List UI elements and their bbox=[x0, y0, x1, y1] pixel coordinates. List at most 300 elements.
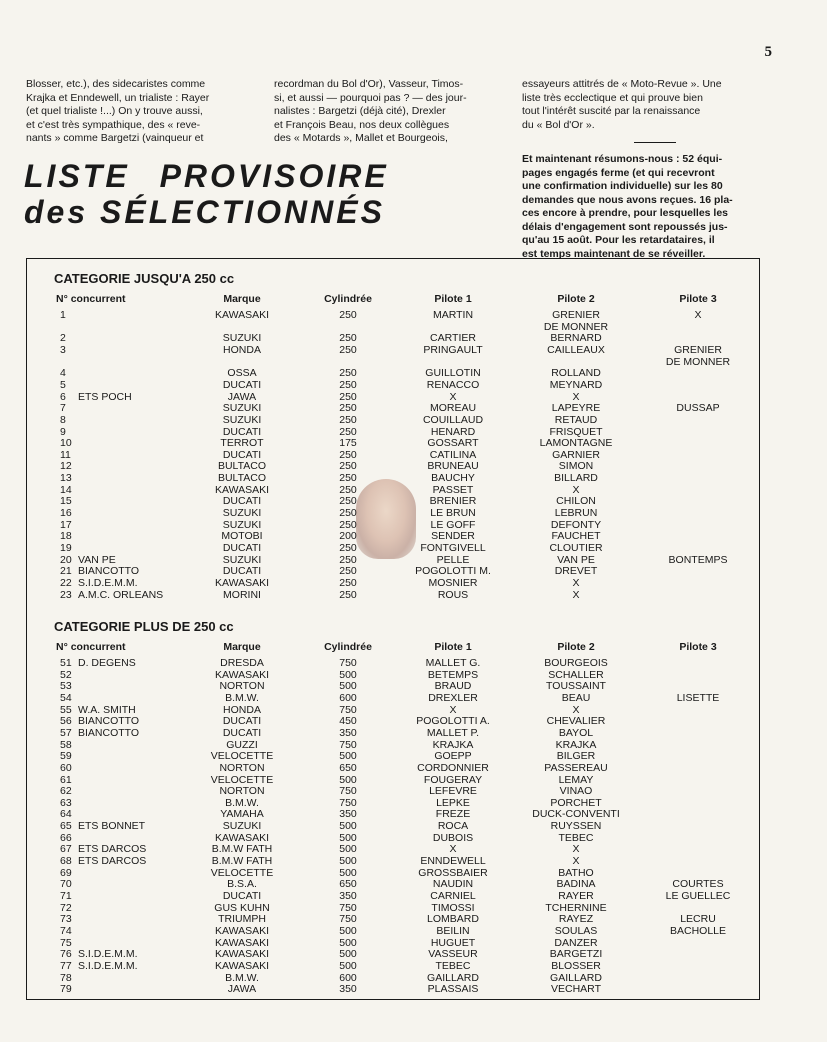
text-line: des « Motards », Mallet et Bourgeois, bbox=[274, 132, 448, 144]
text-line: du « Bol d'Or ». bbox=[522, 118, 595, 131]
rider-1: GROSSBAIER bbox=[418, 866, 488, 879]
rider-2: KRAJKA bbox=[555, 738, 597, 751]
rider-1: TEBEC bbox=[435, 959, 471, 972]
make: NORTON bbox=[219, 680, 265, 693]
column-header-cylindree: Cylindrée bbox=[324, 293, 372, 305]
entry-number: 75 bbox=[60, 936, 72, 949]
displacement: 250 bbox=[339, 378, 357, 391]
make: MOTOBI bbox=[221, 530, 263, 543]
make: TRIUMPH bbox=[218, 913, 266, 926]
rider-1: MALLET G. bbox=[425, 657, 481, 669]
entry-number: 6 bbox=[60, 390, 66, 403]
entry-number: 68 bbox=[60, 855, 72, 868]
make: KAWASAKI bbox=[214, 576, 270, 589]
make: VELOCETTE bbox=[210, 773, 274, 786]
rider-2: VECHART bbox=[551, 983, 601, 996]
rider-2: TEBEC bbox=[558, 831, 594, 844]
displacement: 500 bbox=[339, 959, 357, 972]
title-line-2: des SÉLECTIONNÉS bbox=[24, 194, 385, 230]
rider-2: X bbox=[572, 483, 580, 496]
entry-number: 78 bbox=[60, 971, 72, 984]
make: KAWASAKI bbox=[214, 924, 270, 937]
entry-number: 67 bbox=[60, 843, 72, 856]
rider-1: FREZE bbox=[435, 808, 471, 821]
entry-number: 8 bbox=[60, 413, 66, 426]
displacement: 175 bbox=[339, 437, 357, 450]
rider-1: MARTIN bbox=[432, 309, 474, 321]
column-header-pilote2: Pilote 2 bbox=[557, 293, 595, 305]
displacement: 350 bbox=[339, 983, 357, 996]
displacement: 500 bbox=[339, 750, 357, 763]
rider-2: LEBRUN bbox=[554, 507, 598, 520]
entry-number: 79 bbox=[60, 983, 72, 996]
entrant-name: ETS DARCOS bbox=[78, 843, 147, 856]
text-line: recordman du Bol d'Or), Vasseur, Timos- bbox=[274, 78, 464, 90]
displacement: 450 bbox=[339, 715, 357, 728]
displacement: 500 bbox=[339, 773, 357, 786]
rider-1: NAUDIN bbox=[432, 878, 474, 891]
rider-2: LAPEYRE bbox=[551, 402, 601, 415]
rider-2: SOULAS bbox=[554, 924, 598, 937]
entry-number: 3 bbox=[60, 343, 66, 356]
displacement: 250 bbox=[339, 343, 357, 356]
text-line: Krajka et Enndewell, un trialiste : Rayer bbox=[26, 91, 210, 104]
column-header-num-concurrent: N° concurrent bbox=[56, 293, 126, 305]
make: GUS KUHN bbox=[214, 901, 270, 914]
entry-number: 74 bbox=[60, 924, 72, 937]
entry-number: 73 bbox=[60, 913, 72, 926]
entry-number: 69 bbox=[60, 866, 72, 879]
entry-number: 20 bbox=[60, 553, 72, 566]
rider-2: RUYSSEN bbox=[550, 820, 602, 833]
entry-number: 11 bbox=[60, 448, 71, 461]
make: DUCATI bbox=[222, 425, 262, 438]
rider-2: VAN PE bbox=[557, 553, 595, 566]
entry-number: 76 bbox=[60, 948, 72, 961]
rider-2: FRISQUET bbox=[549, 425, 603, 438]
rider-3: DE MONNER bbox=[665, 355, 731, 368]
column-header-marque: Marque bbox=[223, 641, 261, 653]
rider-2: TCHERNINE bbox=[545, 901, 607, 914]
displacement: 750 bbox=[339, 796, 357, 809]
separator-rule bbox=[634, 142, 676, 143]
text-line: délais d'engagement sont repoussés jus- bbox=[522, 220, 728, 233]
displacement: 250 bbox=[339, 332, 357, 345]
rider-2: GARNIER bbox=[552, 448, 600, 461]
displacement: 600 bbox=[339, 971, 357, 984]
rider-2: BILLARD bbox=[554, 472, 598, 485]
rider-2: SCHALLER bbox=[548, 668, 604, 681]
rider-3: X bbox=[694, 309, 702, 321]
text-line: nalistes : Bargetzi (déjà cité), Drexler bbox=[274, 105, 446, 117]
displacement: 200 bbox=[339, 530, 357, 543]
entrant-name: BIANCOTTO bbox=[78, 726, 140, 739]
text-line: demandes que nous avons reçues. 16 pla- bbox=[522, 193, 733, 206]
rider-2: ROLLAND bbox=[551, 367, 601, 380]
text-line: si, et aussi — pourquoi pas ? — des jour- bbox=[274, 91, 467, 104]
rider-1: BETEMPS bbox=[427, 668, 479, 681]
displacement: 350 bbox=[339, 726, 357, 739]
entry-number: 2 bbox=[60, 332, 66, 345]
rider-1: BRENIER bbox=[429, 495, 477, 508]
rider-1: POGOLOTTI A. bbox=[416, 715, 490, 728]
rider-1: LEFEVRE bbox=[429, 785, 477, 798]
entry-number: 51 bbox=[60, 657, 72, 669]
column-header-pilote2: Pilote 2 bbox=[557, 641, 595, 653]
rider-2: LAMONTAGNE bbox=[539, 437, 613, 450]
rider-1: BAUCHY bbox=[431, 472, 475, 485]
make: KAWASAKI bbox=[214, 309, 270, 321]
entrant-name: ETS BONNET bbox=[78, 820, 146, 833]
category-title: CATEGORIE JUSQU'A 250 cc bbox=[54, 271, 235, 286]
entry-number: 13 bbox=[60, 472, 72, 485]
column-header-cylindree: Cylindrée bbox=[324, 641, 372, 653]
rider-1: FONTGIVELL bbox=[420, 542, 486, 554]
rider-2: X bbox=[572, 703, 580, 716]
rider-2: X bbox=[572, 390, 580, 403]
rider-2: CLOUTIER bbox=[549, 542, 603, 554]
rider-2: TOUSSAINT bbox=[546, 680, 606, 693]
entrant-name: BIANCOTTO bbox=[78, 715, 140, 728]
rider-2: CHILON bbox=[556, 495, 596, 508]
rider-1: X bbox=[449, 843, 457, 856]
text-line: nants » comme Bargetzi (vainqueur et bbox=[26, 132, 204, 144]
entry-number: 55 bbox=[60, 703, 72, 716]
rider-2: X bbox=[572, 588, 580, 601]
text-line: et c'est très sympathique, des « reve- bbox=[26, 118, 201, 131]
make: B.M.W. bbox=[225, 971, 259, 984]
entry-number: 72 bbox=[60, 901, 72, 914]
text-line: Blosser, etc.), des sidecaristes comme bbox=[26, 78, 206, 90]
displacement: 250 bbox=[339, 588, 357, 601]
text-line: ces encore à prendre, pour lesquelles les bbox=[522, 207, 729, 219]
rider-2: DREVET bbox=[554, 565, 598, 578]
displacement: 500 bbox=[339, 668, 357, 681]
make: KAWASAKI bbox=[214, 936, 270, 949]
rider-1: GUILLOTIN bbox=[425, 367, 481, 380]
rider-2: RAYEZ bbox=[558, 913, 594, 926]
displacement: 750 bbox=[339, 913, 357, 926]
displacement: 600 bbox=[339, 691, 357, 704]
entry-number: 57 bbox=[60, 726, 72, 739]
displacement: 750 bbox=[339, 738, 357, 751]
make: OSSA bbox=[227, 367, 257, 380]
entry-number: 64 bbox=[60, 808, 72, 821]
make: HONDA bbox=[223, 343, 261, 356]
make: BULTACO bbox=[217, 460, 267, 473]
rider-1: ENNDEWELL bbox=[420, 855, 486, 868]
text-line: essayeurs attitrés de « Moto-Revue ». Une bbox=[522, 78, 722, 90]
displacement: 500 bbox=[339, 936, 357, 949]
rider-1: DREXLER bbox=[428, 691, 478, 704]
make: NORTON bbox=[219, 761, 265, 774]
rider-1: GOEPP bbox=[434, 750, 472, 763]
rider-1: BRAUD bbox=[434, 680, 472, 693]
make: YAMAHA bbox=[220, 808, 264, 821]
rider-2: BERNARD bbox=[550, 332, 602, 345]
entry-number: 22 bbox=[60, 576, 72, 589]
displacement: 250 bbox=[339, 576, 357, 589]
entry-number: 19 bbox=[60, 542, 72, 554]
make: SUZUKI bbox=[222, 507, 262, 520]
rider-1: CATILINA bbox=[429, 448, 477, 461]
rider-3: LECRU bbox=[680, 913, 716, 926]
entrant-name: D. DEGENS bbox=[78, 657, 136, 669]
make: DUCATI bbox=[222, 565, 262, 578]
entry-number: 53 bbox=[60, 680, 72, 693]
rider-2: BOURGEOIS bbox=[544, 657, 608, 669]
text-line: tout l'intérêt suscité par la renaissance bbox=[522, 105, 701, 117]
rider-2: VINAO bbox=[559, 785, 593, 798]
displacement: 250 bbox=[339, 565, 357, 578]
page-title bbox=[24, 158, 389, 230]
rider-1: SENDER bbox=[431, 530, 475, 543]
displacement: 250 bbox=[339, 413, 357, 426]
rider-2: DANZER bbox=[554, 936, 598, 949]
displacement: 500 bbox=[339, 855, 357, 868]
make: VELOCETTE bbox=[210, 750, 274, 763]
entry-number: 63 bbox=[60, 796, 72, 809]
entrant-name: W.A. SMITH bbox=[78, 703, 136, 716]
make: TERROT bbox=[220, 437, 264, 450]
rider-1: GAILLARD bbox=[427, 971, 479, 984]
displacement: 500 bbox=[339, 831, 357, 844]
entry-number: 21 bbox=[60, 565, 72, 578]
make: DRESDA bbox=[220, 657, 264, 669]
displacement: 250 bbox=[339, 309, 357, 321]
rider-2: PORCHET bbox=[550, 796, 602, 809]
text-line: une confirmation individuelle) sur les 80 bbox=[522, 180, 723, 192]
text-line: Et maintenant résumons-nous : 52 équi- bbox=[522, 153, 723, 165]
displacement: 750 bbox=[339, 703, 357, 716]
rider-1: MOREAU bbox=[429, 402, 477, 415]
rider-3: GRENIER bbox=[674, 343, 722, 356]
displacement: 750 bbox=[339, 785, 357, 798]
rider-2: RETAUD bbox=[554, 413, 598, 426]
entry-number: 5 bbox=[60, 378, 66, 391]
column-header-pilote1: Pilote 1 bbox=[434, 641, 472, 653]
rider-1: MOSNIER bbox=[428, 576, 478, 589]
intro-column-2 bbox=[274, 78, 510, 146]
entry-number: 12 bbox=[60, 460, 72, 473]
text-line: pages engagés ferme (et qui recevront bbox=[522, 166, 715, 179]
make: KAWASAKI bbox=[214, 668, 270, 681]
rider-2: LEMAY bbox=[558, 773, 594, 786]
rider-2: BLOSSER bbox=[551, 959, 601, 972]
displacement: 250 bbox=[339, 402, 357, 415]
displacement: 500 bbox=[339, 843, 357, 856]
entry-number: 61 bbox=[60, 773, 72, 786]
rider-3: DUSSAP bbox=[676, 402, 720, 415]
rider-2: BILGER bbox=[556, 750, 596, 763]
rider-1: RENACCO bbox=[426, 378, 480, 391]
rider-2: X bbox=[572, 843, 580, 856]
make: VELOCETTE bbox=[210, 866, 274, 879]
rider-1: LE BRUN bbox=[430, 507, 476, 520]
make: NORTON bbox=[219, 785, 265, 798]
entry-number: 52 bbox=[60, 668, 72, 681]
rider-3: LISETTE bbox=[676, 691, 720, 704]
entry-number: 14 bbox=[60, 483, 72, 496]
column-header-marque: Marque bbox=[223, 293, 261, 305]
displacement: 250 bbox=[339, 472, 357, 485]
entrant-name: VAN PE bbox=[78, 553, 116, 566]
text-line: liste très ecclectique et qui prouve bien bbox=[522, 91, 703, 104]
displacement: 250 bbox=[339, 507, 357, 520]
column-header-pilote3: Pilote 3 bbox=[679, 293, 717, 305]
rider-1: X bbox=[449, 703, 457, 716]
rider-1: PRINGAULT bbox=[423, 343, 483, 356]
column-header-pilote1: Pilote 1 bbox=[434, 293, 472, 305]
make: B.M.W FATH bbox=[211, 855, 273, 868]
rider-1: CARTIER bbox=[430, 332, 476, 345]
rider-2: FAUCHET bbox=[551, 530, 601, 543]
entrant-name: A.M.C. ORLEANS bbox=[78, 588, 164, 601]
displacement: 350 bbox=[339, 890, 357, 902]
rider-3: COURTES bbox=[672, 878, 724, 891]
displacement: 650 bbox=[339, 761, 357, 774]
make: DUCATI bbox=[222, 715, 262, 728]
text-line: qu'au 15 août. Pour les retardataires, il bbox=[522, 234, 715, 246]
entry-number: 10 bbox=[60, 437, 72, 450]
displacement: 250 bbox=[339, 390, 357, 403]
rider-2: CAILLEAUX bbox=[547, 343, 605, 356]
entry-number: 62 bbox=[60, 785, 72, 798]
rider-1: LEPKE bbox=[436, 796, 470, 809]
make: B.M.W. bbox=[225, 691, 259, 704]
rider-1: LOMBARD bbox=[427, 913, 479, 926]
summary-paragraph bbox=[522, 153, 760, 261]
rider-2: DE MONNER bbox=[543, 320, 609, 333]
entry-number: 70 bbox=[60, 878, 72, 891]
rider-1: FOUGERAY bbox=[423, 773, 483, 786]
displacement: 250 bbox=[339, 483, 357, 496]
rider-1: BRUNEAU bbox=[427, 460, 479, 473]
entrant-name: S.I.D.E.M.M. bbox=[78, 959, 138, 972]
column-header-num-concurrent: N° concurrent bbox=[56, 641, 126, 653]
make: GUZZI bbox=[226, 738, 258, 751]
entry-number: 18 bbox=[60, 530, 72, 543]
rider-3: LE GUELLEC bbox=[665, 890, 731, 902]
entry-number: 77 bbox=[60, 959, 72, 972]
rider-1: DUBOIS bbox=[432, 831, 474, 844]
rider-1: GOSSART bbox=[427, 437, 479, 450]
displacement: 650 bbox=[339, 878, 357, 891]
entry-number: 15 bbox=[60, 495, 72, 508]
rider-1: X bbox=[449, 390, 457, 403]
make: SUZUKI bbox=[222, 332, 262, 345]
make: KAWASAKI bbox=[214, 831, 270, 844]
rider-1: HENARD bbox=[430, 425, 476, 438]
entrant-name: ETS DARCOS bbox=[78, 855, 147, 868]
rider-2: BARGETZI bbox=[549, 948, 603, 961]
make: JAWA bbox=[227, 390, 257, 403]
displacement: 750 bbox=[339, 657, 357, 669]
intro-column-1 bbox=[26, 78, 262, 146]
make: B.S.A. bbox=[227, 878, 257, 891]
entry-number: 66 bbox=[60, 831, 72, 844]
entry-number: 17 bbox=[60, 518, 72, 531]
entry-number: 54 bbox=[60, 691, 72, 704]
entry-number: 60 bbox=[60, 761, 72, 774]
rider-2: DUCK-CONVENTI bbox=[532, 808, 620, 821]
entrant-name: BIANCOTTO bbox=[78, 565, 140, 578]
make: KAWASAKI bbox=[214, 483, 270, 496]
rider-1: CARNIEL bbox=[430, 890, 476, 902]
make: BULTACO bbox=[217, 472, 267, 485]
rider-1: PELLE bbox=[436, 553, 470, 566]
displacement: 250 bbox=[339, 542, 357, 554]
make: DUCATI bbox=[222, 542, 262, 554]
entry-number: 56 bbox=[60, 715, 72, 728]
rider-1: KRAJKA bbox=[432, 738, 474, 751]
entrant-name: S.I.D.E.M.M. bbox=[78, 576, 138, 589]
displacement: 250 bbox=[339, 425, 357, 438]
displacement: 250 bbox=[339, 495, 357, 508]
rider-1: POGOLOTTI M. bbox=[415, 565, 491, 578]
entry-number: 23 bbox=[60, 588, 72, 601]
entrant-name: S.I.D.E.M.M. bbox=[78, 948, 138, 961]
rider-1: HUGUET bbox=[430, 936, 476, 949]
rider-1: MALLET P. bbox=[426, 726, 480, 739]
rider-2: DEFONTY bbox=[550, 518, 602, 531]
rider-1: COUILLAUD bbox=[422, 413, 484, 426]
entry-number: 9 bbox=[60, 425, 66, 438]
displacement: 250 bbox=[339, 367, 357, 380]
make: HONDA bbox=[223, 703, 261, 716]
rider-2: RAYER bbox=[558, 890, 594, 902]
displacement: 250 bbox=[339, 553, 357, 566]
rider-2: BAYOL bbox=[558, 726, 594, 739]
displacement: 500 bbox=[339, 924, 357, 937]
entry-number: 58 bbox=[60, 738, 72, 751]
entry-number: 1 bbox=[60, 309, 66, 321]
make: KAWASAKI bbox=[214, 948, 270, 961]
make: SUZUKI bbox=[222, 402, 262, 415]
entry-number: 71 bbox=[60, 890, 72, 902]
make: DUCATI bbox=[222, 378, 262, 391]
rider-1: PASSET bbox=[432, 483, 474, 496]
entry-number: 7 bbox=[60, 402, 66, 415]
entry-number: 65 bbox=[60, 820, 72, 833]
entry-number: 16 bbox=[60, 507, 72, 520]
rider-1: LE GOFF bbox=[430, 518, 476, 531]
rider-1: VASSEUR bbox=[428, 948, 478, 961]
make: JAWA bbox=[227, 983, 257, 996]
rider-1: CORDONNIER bbox=[417, 761, 489, 774]
text-line: (et quel trialiste !...) On y trouve aussi, bbox=[26, 105, 203, 117]
rider-2: BEAU bbox=[561, 691, 591, 704]
make: DUCATI bbox=[222, 495, 262, 508]
rider-2: PASSEREAU bbox=[544, 761, 608, 774]
rider-2: BATHO bbox=[558, 866, 594, 879]
rider-1: BEILIN bbox=[436, 924, 470, 937]
rider-1: TIMOSSI bbox=[431, 901, 475, 914]
make: DUCATI bbox=[222, 890, 262, 902]
make: SUZUKI bbox=[222, 820, 262, 833]
displacement: 500 bbox=[339, 948, 357, 961]
page-number: 5 bbox=[764, 44, 772, 60]
entry-number: 59 bbox=[60, 750, 72, 763]
displacement: 250 bbox=[339, 460, 357, 473]
rider-2: GRENIER bbox=[552, 309, 600, 321]
rider-2: X bbox=[572, 576, 580, 589]
displacement: 500 bbox=[339, 680, 357, 693]
displacement: 500 bbox=[339, 866, 357, 879]
displacement: 500 bbox=[339, 820, 357, 833]
rider-1: ROCA bbox=[437, 820, 469, 833]
displacement: 750 bbox=[339, 901, 357, 914]
